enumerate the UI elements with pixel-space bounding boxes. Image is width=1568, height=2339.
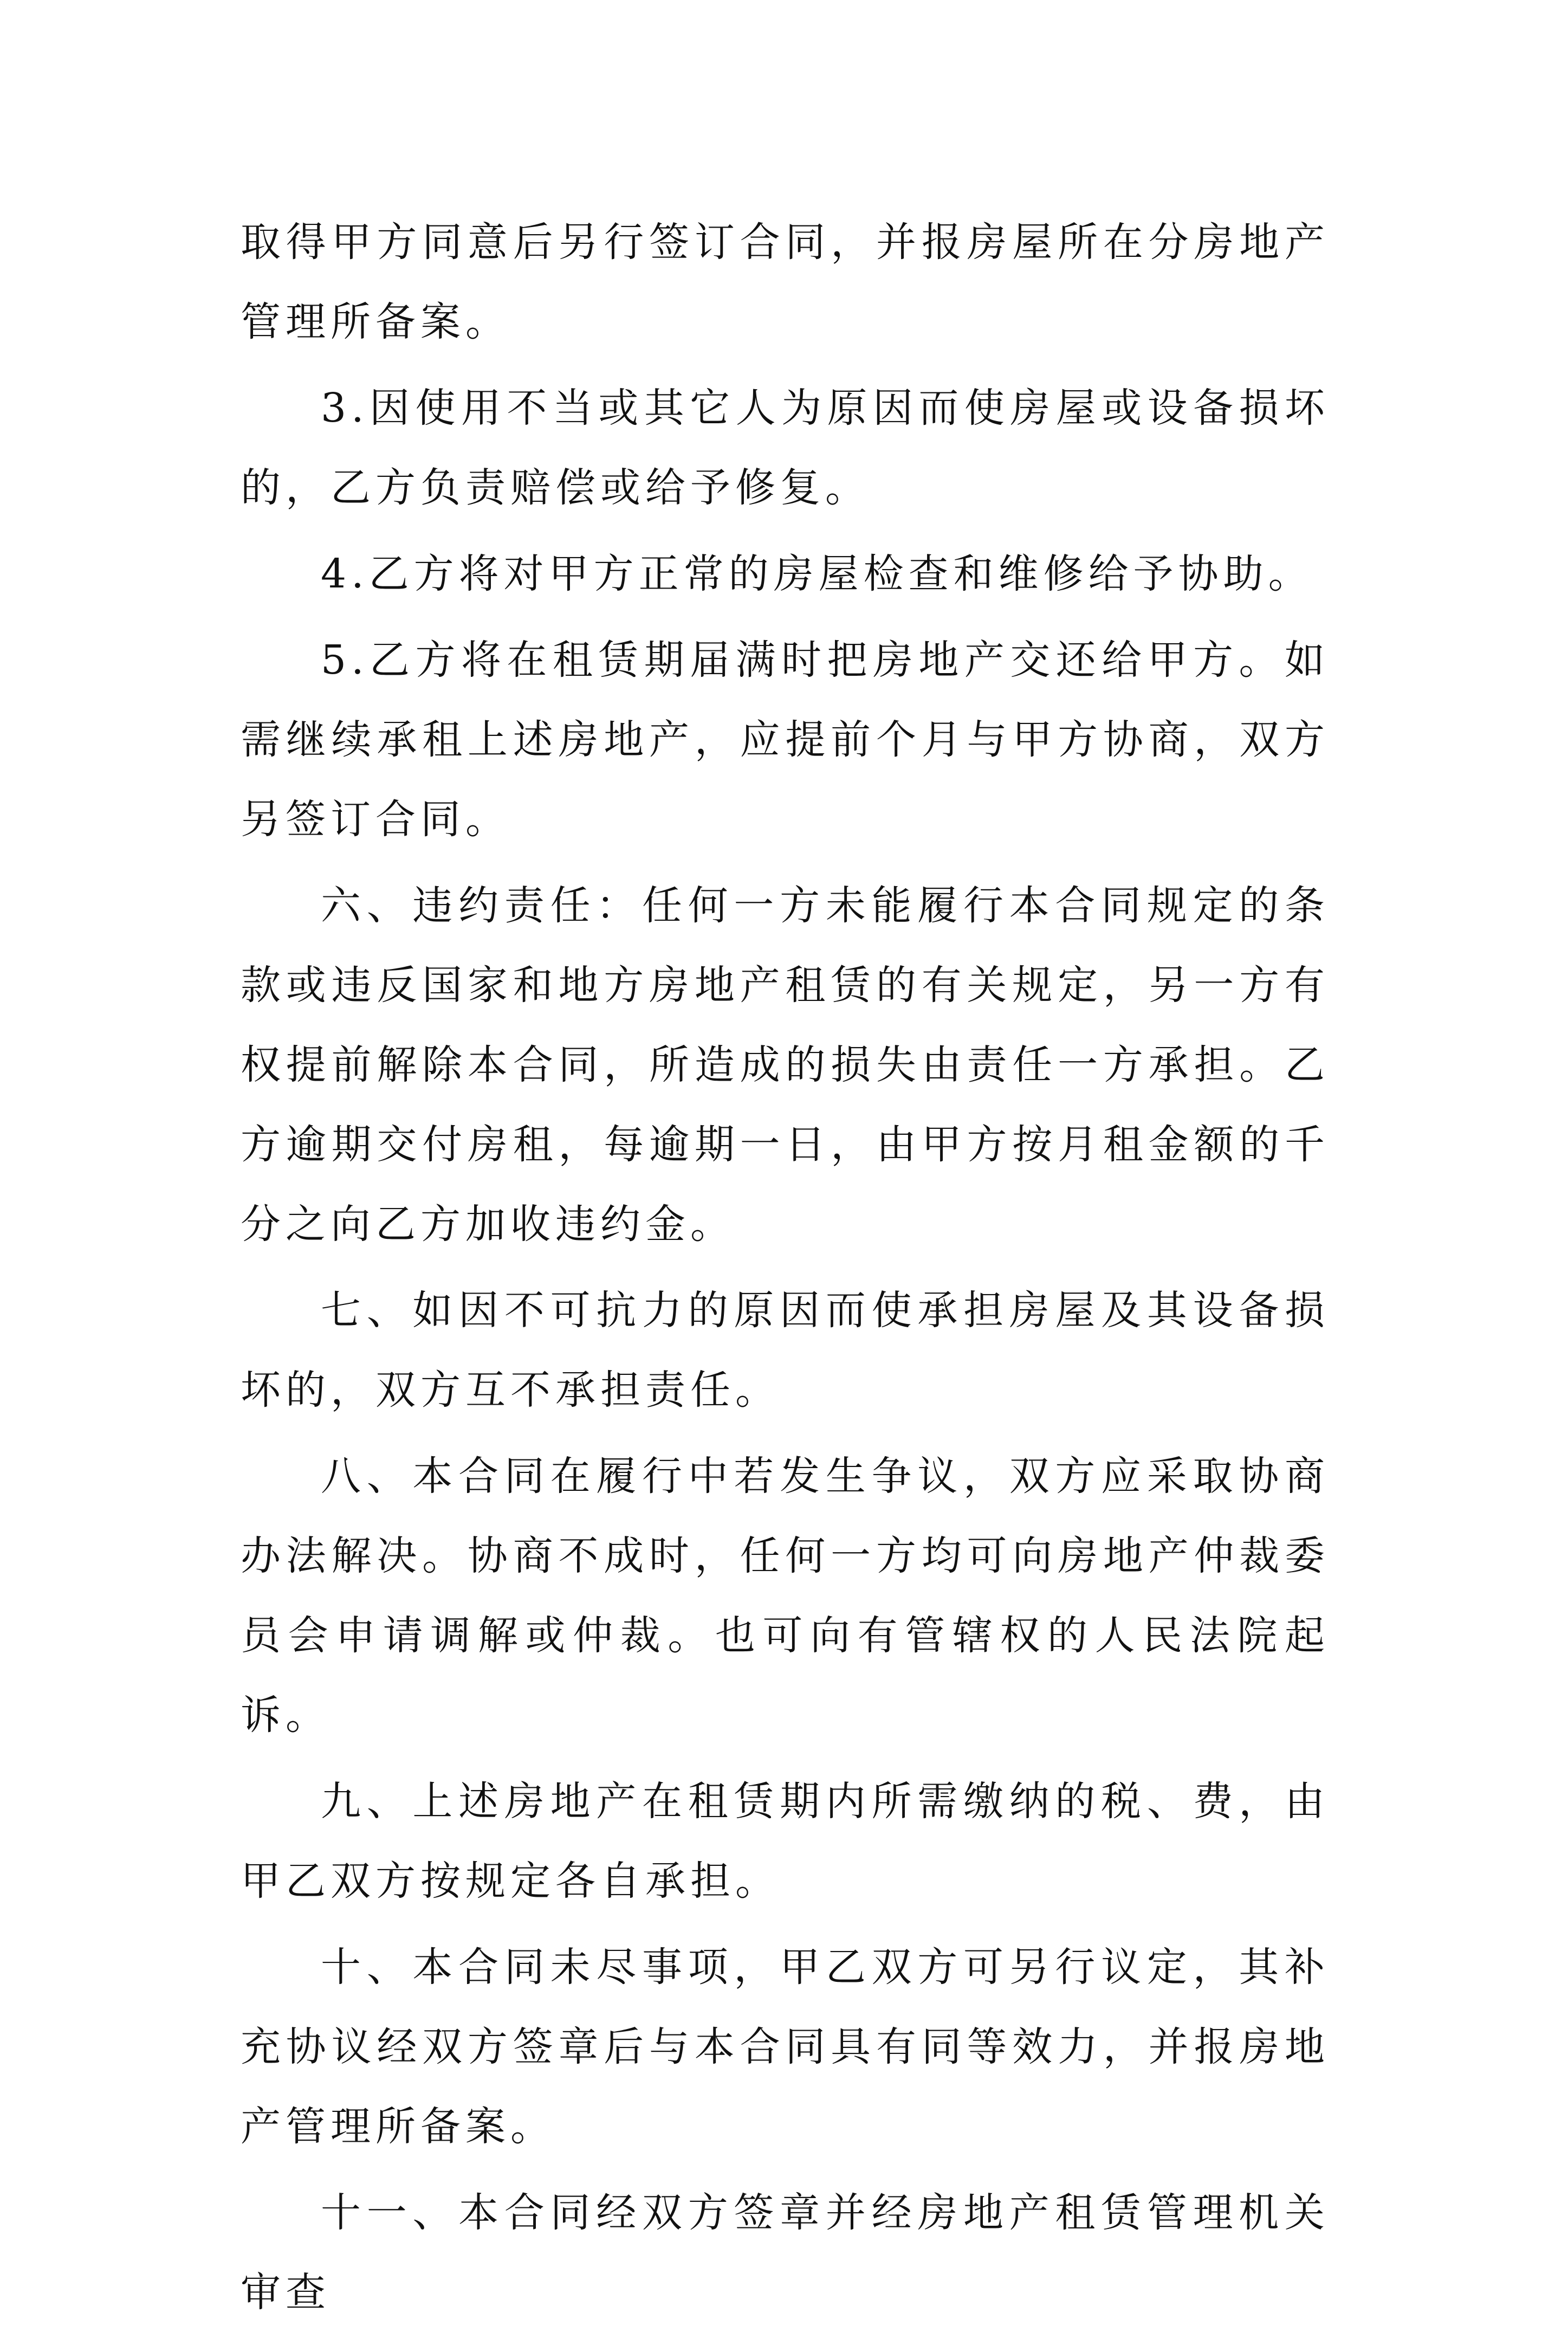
paragraph-section-11-effectiveness: 十一、本合同经双方签章并经房地产租赁管理机关审查	[241, 2189, 1330, 2316]
paragraph-item-4: 4.乙方将对甲方正常的房屋检查和维修给予协助。	[321, 551, 1313, 597]
paragraph-section-10-supplements: 十、本合同未尽事项，甲乙双方可另行议定，其补充协议经双方签章后与本合同具有同等效力，并报房地产管理所备案。	[241, 1944, 1330, 2150]
paragraph-continuation: 取得甲方同意后另行签订合同，并报房屋所在分房地产管理所备案。	[241, 219, 1330, 345]
paragraph-section-6-breach: 六、违约责任：任何一方未能履行本合同规定的条款或违反国家和地方房地产租赁的有关规定，另一方有权提前解除本合同，所造成的损失由责任一方承担。乙方逾期交付房租，每逾期一日，由甲方按月租金额的千分之向乙方加收违约金。	[241, 882, 1330, 1248]
paragraph-section-9-taxes: 九、上述房地产在租赁期内所需缴纳的税、费，由甲乙双方按规定各自承担。	[241, 1778, 1330, 1904]
document-body	[241, 203, 1330, 2339]
paragraph-item-5: 5.乙方将在租赁期届满时把房地产交还给甲方。如需继续承租上述房地产，应提前个月与甲方协商，双方另签订合同。	[241, 637, 1330, 843]
paragraph-item-3: 3.因使用不当或其它人为原因而使房屋或设备损坏的，乙方负责赔偿或给予修复。	[241, 385, 1330, 511]
paragraph-section-8-disputes: 八、本合同在履行中若发生争议，双方应采取协商办法解决。协商不成时，任何一方均可向房地产仲裁委员会申请调解或仲裁。也可向有管辖权的人民法院起诉。	[241, 1453, 1330, 1739]
paragraph-section-7-force-majeure: 七、如因不可抗力的原因而使承担房屋及其设备损坏的，双方互不承担责任。	[241, 1287, 1330, 1413]
